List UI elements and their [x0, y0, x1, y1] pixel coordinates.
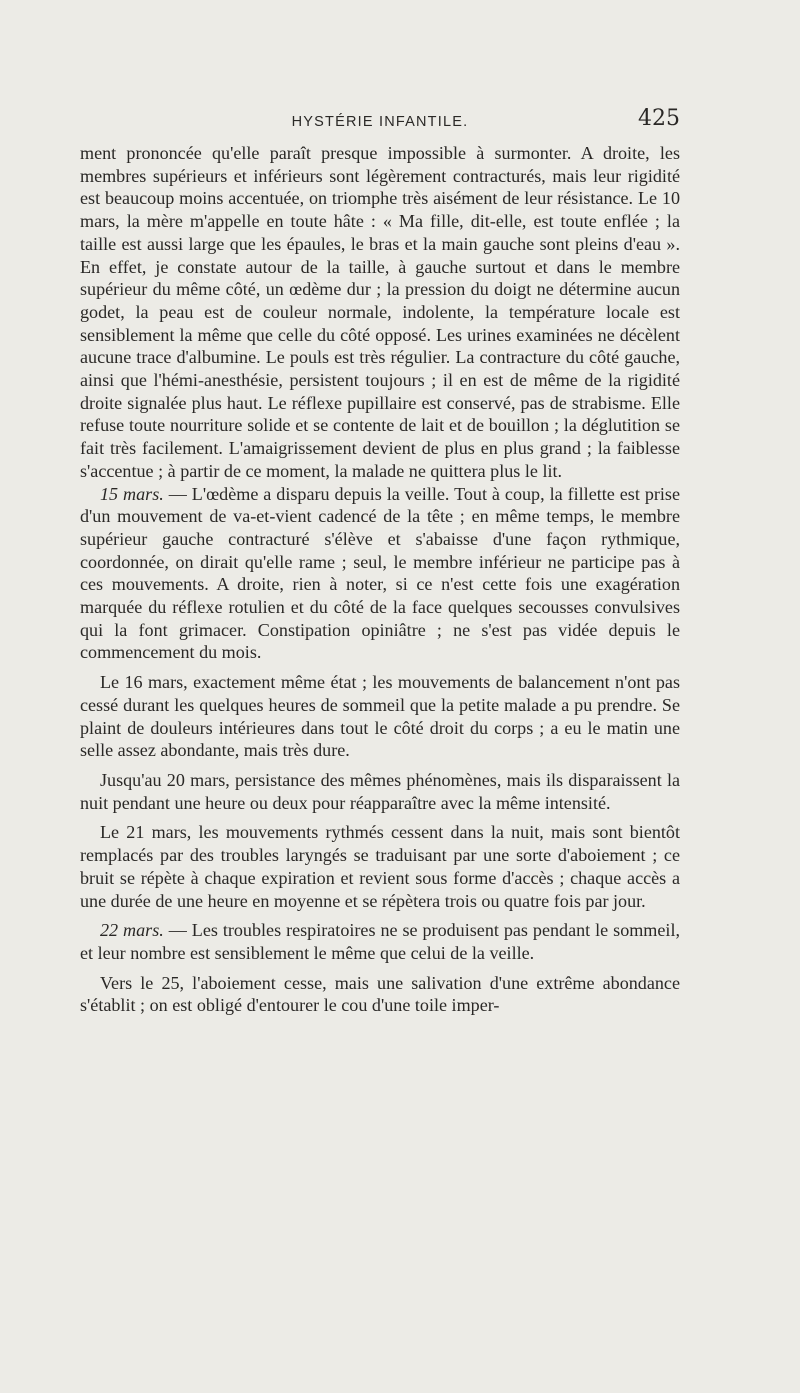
body-text	[80, 142, 680, 1017]
paragraph-text: Le 21 mars, les mouvements rythmés cessent dans la nuit, mais sont bientôt remplacés par des troubles laryngés se traduisant par une sorte d'aboiement ; ce bruit se répète à chaque expiration et revient sous forme d'accès ; chaque accès a une durée de une heure en moyenne et se répètera trois ou quatre fois par jour.	[80, 822, 680, 911]
paragraph	[80, 671, 680, 762]
paragraph-text: Jusqu'au 20 mars, persistance des mêmes phénomènes, mais ils disparaissent la nuit pendant une heure ou deux pour réapparaître avec la même intensité.	[80, 769, 680, 813]
paragraph	[80, 483, 680, 665]
paragraph	[80, 142, 680, 483]
running-title: HYSTÉRIE INFANTILE.	[291, 114, 469, 130]
paragraph	[80, 821, 680, 912]
paragraph-text: — L'œdème a disparu depuis la veille. Tout à coup, la fillette est prise d'un mouvement de va-et-vient cadencé de la tête ; en même temps, le membre supérieur gauche contracturé s'élève et s'abaisse d'une façon rythmique, coordonnée, on dirait qu'elle rame ; seul, le membre inférieur ne participe pas à ces mouvements. A droite, rien à noter, si ce n'est cette fois une exagération marquée du réflexe rotulien et du côté de la face quelques secousses convulsives qui la font grimacer. Constipation opiniâtre ; ne s'est pas vidée depuis le commencement du mois.	[80, 483, 680, 663]
paragraph	[80, 972, 680, 1017]
date-heading: 22 mars.	[100, 920, 164, 941]
paragraph	[80, 769, 680, 814]
page-number: 425	[638, 106, 680, 131]
paragraph-text: — Les troubles respiratoires ne se produisent pas pendant le sommeil, et leur nombre est sensiblement le même que celui de la veille.	[80, 920, 680, 963]
page-header	[80, 106, 680, 140]
paragraph-text: Vers le 25, l'aboiement cesse, mais une salivation d'une extrême abondance s'établit ; on est obligé d'entourer le cou d'une toile imper-	[80, 972, 680, 1016]
paragraph-text: ment prononcée qu'elle paraît presque impossible à surmonter. A droite, les membres supérieurs et inférieurs sont légèrement contracturés, mais leur rigidité est beaucoup moins accentuée, on triomphe très aisément de leur résistance. Le 10 mars, la mère m'appelle en toute hâte : « Ma fille, dit-elle, est toute enflée ; la taille est aussi large que les épaules, le bras et la main gauche sont pleins d'eau ». En effet, je constate autour de la taille, à gauche surtout et dans le membre supérieur du même côté, un œdème dur ; la pression du doigt ne détermine aucun godet, la peau est de couleur normale, indolente, la température locale est sensiblement la même que celle du côté opposé. Les urines examinées ne décèlent aucune trace d'albumine. Le pouls est très régulier. La contracture du côté gauche, ainsi que l'hémi-anesthésie, persistent toujours ; il en est de même de la rigidité droite signalée plus haut. Le réflexe pupillaire est conservé, pas de strabisme. Elle refuse toute nourriture solide et se contente de lait et de bouillon ; la déglutition se fait très facilement. L'amaigrissement devient de plus en plus grand ; la faiblesse s'accentue ; à partir de ce moment, la malade ne quittera plus le lit.	[80, 143, 680, 481]
paragraph-text: Le 16 mars, exactement même état ; les mouvements de balancement n'ont pas cessé durant les quelques heures de sommeil que la petite malade a pu prendre. Se plaint de douleurs intérieures dans tout le côté droit du corps ; a eu le matin une selle assez abondante, mais très dure.	[80, 672, 680, 761]
date-heading: 15 mars.	[100, 483, 164, 504]
paragraph	[80, 919, 680, 964]
